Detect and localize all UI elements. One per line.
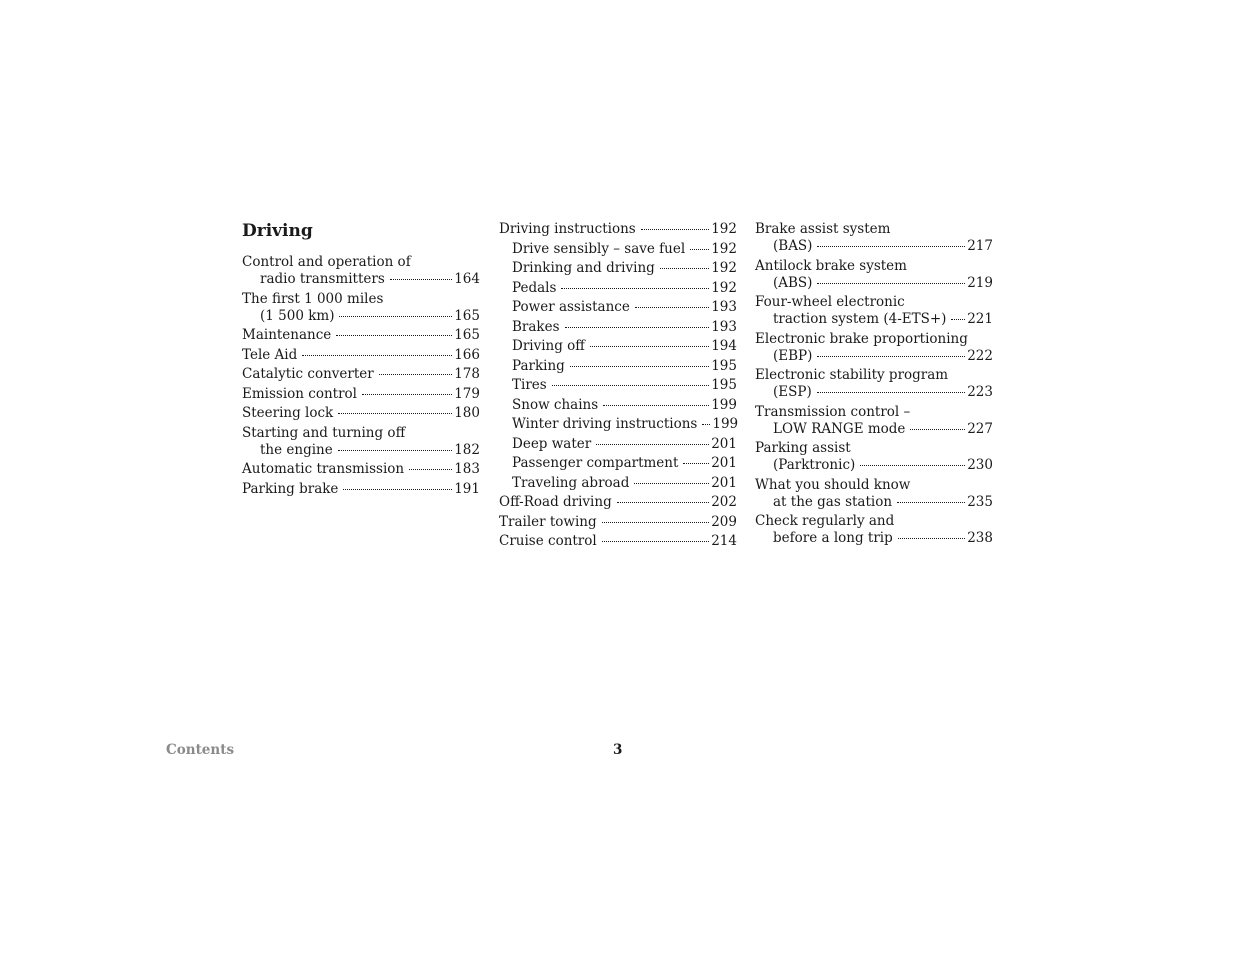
dot-leader — [602, 522, 710, 523]
toc-list — [755, 221, 993, 547]
toc-entry-label: at the gas station — [773, 493, 893, 510]
toc-column-3 — [755, 221, 993, 550]
toc-entry-line — [242, 442, 480, 459]
toc-entry-title: Electronic stability program — [755, 367, 949, 383]
toc-subentry[interactable] — [499, 377, 737, 394]
toc-subentry[interactable] — [499, 241, 737, 258]
toc-page-number: 183 — [454, 461, 480, 477]
dot-leader — [379, 374, 453, 375]
toc-entry-label: Tele Aid — [242, 346, 298, 363]
toc-entry-line — [242, 271, 480, 288]
toc-entry-label: Steering lock — [242, 405, 334, 421]
toc-entry-label: Emission control — [242, 385, 357, 402]
toc-entry-label: (ABS) — [773, 274, 813, 291]
section-heading: Driving — [242, 221, 313, 241]
footer-section-label: Contents — [166, 742, 235, 758]
toc-entry-title: What you should know — [755, 476, 911, 493]
dot-leader — [570, 366, 709, 367]
toc-entry-label: traction system (4-ETS+) — [773, 311, 947, 327]
toc-page-number: 191 — [454, 480, 480, 497]
dot-leader — [409, 469, 452, 470]
toc-page-number: 166 — [454, 346, 480, 363]
toc-entry-label: Snow chains — [512, 396, 599, 413]
dot-leader — [362, 394, 452, 395]
toc-page-number: 235 — [967, 493, 993, 510]
dot-leader — [817, 392, 965, 393]
toc-entry[interactable] — [499, 533, 737, 550]
toc-entry[interactable] — [242, 425, 480, 459]
toc-subentry[interactable] — [499, 475, 737, 492]
toc-entry-line — [755, 457, 993, 474]
toc-entry[interactable] — [755, 440, 993, 474]
toc-page-number: 179 — [454, 385, 480, 402]
toc-entry-line — [242, 405, 480, 422]
toc-subentry[interactable] — [499, 416, 737, 433]
toc-entry-title: Transmission control – — [755, 403, 911, 420]
toc-entry-label: Maintenance — [242, 327, 332, 343]
dot-leader — [641, 229, 709, 230]
toc-page-number: 195 — [711, 357, 737, 374]
toc-entry[interactable] — [755, 367, 993, 401]
toc-entry[interactable] — [755, 331, 993, 365]
dot-leader — [690, 249, 709, 250]
toc-entry-label: Drinking and driving — [512, 260, 655, 276]
dot-leader — [338, 413, 452, 414]
toc-entry-line — [755, 348, 993, 365]
dot-leader — [817, 246, 965, 247]
toc-page-number: 230 — [967, 457, 993, 473]
toc-page-number: 223 — [967, 384, 993, 400]
toc-page-number: 221 — [967, 311, 993, 327]
toc-entry-label: before a long trip — [773, 530, 893, 546]
toc-page-number: 192 — [711, 221, 737, 237]
toc-entry-title: Parking assist — [755, 440, 851, 456]
toc-entry-title: The first 1 000 miles — [242, 290, 384, 307]
toc-list — [499, 221, 737, 550]
toc-page-number: 195 — [711, 377, 737, 393]
toc-entry-label: (Parktronic) — [773, 457, 856, 473]
toc-entry[interactable] — [242, 366, 480, 383]
toc-entry-line — [242, 308, 480, 325]
toc-entry-label: Automatic transmission — [242, 461, 405, 477]
toc-entry-label: Deep water — [512, 435, 592, 452]
dot-leader — [910, 429, 965, 430]
toc-page-number: 164 — [454, 271, 480, 287]
toc-entry[interactable] — [242, 481, 480, 498]
toc-entry-label: Power assistance — [512, 299, 630, 315]
dot-leader — [339, 316, 452, 317]
toc-entry-label: Pedals — [512, 279, 557, 296]
toc-entry-label: Catalytic converter — [242, 366, 374, 382]
toc-entry[interactable] — [242, 405, 480, 422]
toc-entry-label: Cruise control — [499, 533, 597, 549]
toc-page-number: 217 — [967, 238, 993, 254]
toc-entry-title: Electronic brake proportioning — [755, 330, 968, 347]
toc-entry-label: Trailer towing — [499, 513, 597, 530]
toc-entry-title: Control and operation of — [242, 254, 411, 270]
dot-leader — [596, 444, 709, 445]
dot-leader — [817, 356, 965, 357]
toc-entry-label: Off-Road driving — [499, 494, 612, 510]
toc-entry-label: radio transmitters — [260, 271, 385, 287]
toc-page-number: 238 — [967, 530, 993, 546]
toc-entry-line — [242, 461, 480, 478]
toc-subentry[interactable] — [499, 455, 737, 472]
toc-page-number: 193 — [711, 299, 737, 315]
toc-page-number: 201 — [711, 455, 737, 471]
dot-leader — [702, 424, 710, 425]
toc-entry[interactable] — [755, 258, 993, 292]
dot-leader — [817, 283, 965, 284]
dot-leader — [565, 327, 710, 328]
toc-entry-label: Tires — [512, 377, 547, 393]
dot-leader — [603, 405, 709, 406]
toc-entry[interactable] — [242, 254, 480, 288]
toc-page-number: 165 — [454, 327, 480, 343]
toc-list — [242, 254, 480, 498]
toc-entry-label: Driving instructions — [499, 221, 636, 237]
toc-entry-title: Check regularly and — [755, 513, 895, 529]
toc-entry-line — [242, 386, 480, 403]
toc-subentry[interactable] — [499, 260, 737, 277]
toc-entry-line — [755, 494, 993, 511]
toc-column-1 — [242, 221, 480, 500]
dot-leader — [660, 268, 709, 269]
toc-entry[interactable] — [242, 327, 480, 344]
dot-leader — [552, 385, 710, 386]
toc-entry-label: Brakes — [512, 318, 560, 335]
toc-entry-label: (1 500 km) — [260, 307, 335, 324]
toc-entry[interactable] — [755, 477, 993, 511]
dot-leader — [635, 307, 709, 308]
toc-entry-line — [242, 347, 480, 364]
footer-page-number: 3 — [613, 742, 623, 758]
toc-subentry[interactable] — [499, 338, 737, 355]
toc-entry-label: Traveling abroad — [512, 474, 630, 491]
toc-entry-label: (EBP) — [773, 347, 813, 364]
toc-page-number: 202 — [711, 494, 737, 510]
toc-entry-label: Driving off — [512, 338, 585, 354]
toc-entry-label: Parking — [512, 357, 565, 374]
toc-page-number: 180 — [454, 405, 480, 421]
toc-entry-label: Passenger compartment — [512, 455, 679, 471]
toc-entry[interactable] — [499, 221, 737, 238]
dot-leader — [634, 483, 709, 484]
toc-page-number: 182 — [454, 441, 480, 458]
dot-leader — [683, 463, 709, 464]
dot-leader — [602, 541, 710, 542]
toc-entry[interactable] — [242, 386, 480, 403]
toc-page-number: 193 — [711, 318, 737, 335]
toc-entry-line — [242, 481, 480, 498]
toc-entry-label: Winter driving instructions — [512, 416, 698, 432]
toc-entry[interactable] — [242, 291, 480, 325]
toc-subentry[interactable] — [499, 436, 737, 453]
toc-entry-label: Parking brake — [242, 480, 339, 497]
toc-subentry[interactable] — [499, 299, 737, 316]
toc-subentry[interactable] — [499, 397, 737, 414]
toc-page-number: 194 — [711, 338, 737, 354]
dot-leader — [343, 489, 452, 490]
toc-entry-label: (BAS) — [773, 238, 813, 254]
dot-leader — [336, 335, 452, 336]
toc-page-number: 192 — [711, 279, 737, 296]
toc-entry-line — [755, 275, 993, 292]
toc-entry-line — [755, 421, 993, 438]
dot-leader — [561, 288, 709, 289]
dot-leader — [617, 502, 710, 503]
dot-leader — [860, 465, 965, 466]
dot-leader — [390, 279, 452, 280]
toc-entry-line — [242, 366, 480, 383]
toc-page-number: 178 — [454, 366, 480, 382]
toc-entry[interactable] — [499, 494, 737, 511]
toc-entry[interactable] — [499, 514, 737, 531]
toc-entry-line — [242, 327, 480, 344]
dot-leader — [302, 355, 452, 356]
toc-page-number: 201 — [711, 474, 737, 491]
dot-leader — [338, 450, 452, 451]
toc-entry-title: Antilock brake system — [755, 257, 907, 274]
toc-entry-title: Brake assist system — [755, 221, 891, 237]
toc-page-number: 192 — [711, 240, 737, 257]
toc-page-number: 199 — [712, 416, 739, 432]
toc-entry-label: Drive sensibly – save fuel — [512, 240, 686, 257]
dot-leader — [590, 346, 709, 347]
toc-page-number: 214 — [711, 533, 737, 549]
toc-entry-title: Starting and turning off — [242, 424, 406, 441]
dot-leader — [951, 319, 965, 320]
toc-page-number: 209 — [711, 513, 737, 530]
toc-entry[interactable] — [755, 221, 993, 255]
toc-page-number: 219 — [967, 274, 993, 291]
toc-entry-line — [755, 238, 993, 255]
toc-page-number: 201 — [711, 435, 737, 452]
toc-entry-line — [755, 311, 993, 328]
toc-entry[interactable] — [242, 347, 480, 364]
toc-entry-line — [755, 530, 993, 547]
toc-page-number: 199 — [711, 396, 737, 413]
toc-page-number: 192 — [711, 260, 737, 276]
toc-page-number: 222 — [967, 347, 993, 364]
toc-entry-label: LOW RANGE mode — [773, 420, 906, 437]
toc-subentry[interactable] — [499, 319, 737, 336]
toc-subentry[interactable] — [499, 358, 737, 375]
toc-page-number: 227 — [967, 420, 993, 437]
toc-entry-label: (ESP) — [773, 384, 812, 400]
toc-entry[interactable] — [755, 294, 993, 328]
toc-subentry[interactable] — [499, 280, 737, 297]
toc-entry-label: the engine — [260, 441, 333, 458]
toc-column-2 — [499, 221, 737, 553]
toc-page-number: 165 — [454, 307, 480, 324]
toc-entry-title: Four-wheel electronic — [755, 294, 905, 310]
toc-entry[interactable] — [242, 461, 480, 478]
toc-entry[interactable] — [755, 513, 993, 547]
toc-entry[interactable] — [755, 404, 993, 438]
dot-leader — [897, 502, 965, 503]
dot-leader — [898, 538, 965, 539]
toc-entry-line — [755, 384, 993, 401]
